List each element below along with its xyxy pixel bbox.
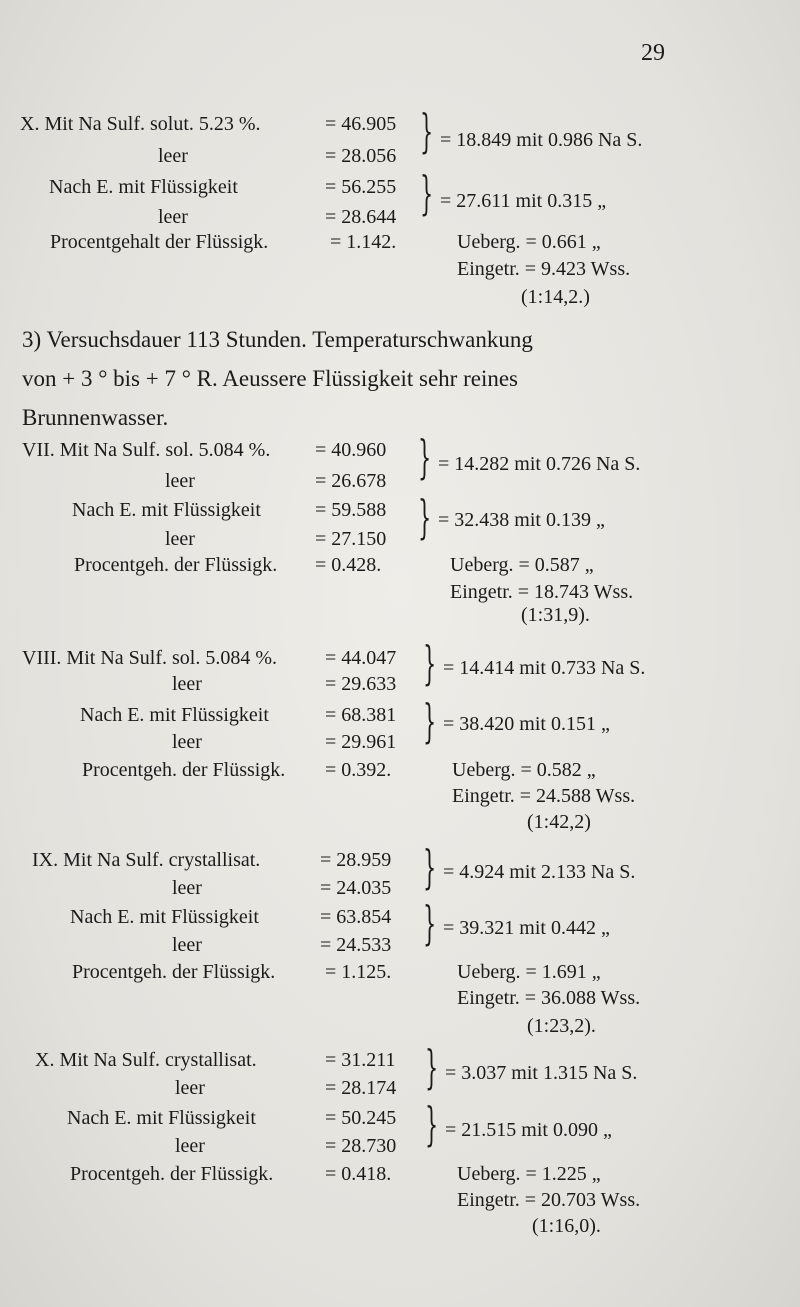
eingetr: Eingetr. = 36.088 Wss. <box>457 987 641 1009</box>
right-brace: } <box>418 430 432 484</box>
ueberg: Ueberg. = 1.691 „ <box>457 961 601 983</box>
right-brace: } <box>425 1040 439 1094</box>
experiment-label: VIII. Mit Na Sulf. sol. 5.084 %. <box>22 647 277 669</box>
procent-label: Procentgeh. der Flüssigk. <box>72 961 276 983</box>
value: = 29.633 <box>325 673 397 695</box>
difference: = 4.924 mit 2.133 Na S. <box>443 861 636 883</box>
value: = 31.211 <box>325 1049 396 1071</box>
nach-label: Nach E. mit Flüssigkeit <box>72 499 261 521</box>
difference: = 27.611 mit 0.315 „ <box>440 190 607 212</box>
leer-label: leer <box>165 470 195 492</box>
procent-label: Procentgeh. der Flüssigk. <box>82 759 286 781</box>
difference: = 14.414 mit 0.733 Na S. <box>443 657 646 679</box>
heading-line: von + 3 ° bis + 7 ° R. Aeussere Flüssigkeit sehr reines <box>22 366 518 391</box>
right-brace: } <box>423 636 437 690</box>
experiment-label: X. Mit Na Sulf. solut. 5.23 %. <box>20 113 261 135</box>
nach-label: Nach E. mit Flüssigkeit <box>80 704 269 726</box>
value: = 63.854 <box>320 906 392 928</box>
ratio: (1:31,9). <box>521 604 590 626</box>
ratio: (1:23,2). <box>527 1015 596 1037</box>
right-brace: } <box>423 896 437 950</box>
leer-label: leer <box>158 206 188 228</box>
heading-line: Brunnenwasser. <box>22 405 169 430</box>
leer-label: leer <box>172 673 202 695</box>
value: = 68.381 <box>325 704 397 726</box>
right-brace: } <box>420 104 434 158</box>
difference: = 32.438 mit 0.139 „ <box>438 509 605 531</box>
experiment-label: IX. Mit Na Sulf. crystallisat. <box>32 849 261 871</box>
experiment-label: VII. Mit Na Sulf. sol. 5.084 %. <box>22 439 271 461</box>
leer-label: leer <box>172 877 202 899</box>
ueberg: Ueberg. = 0.582 „ <box>452 759 596 781</box>
heading-line: 3) Versuchsdauer 113 Stunden. Temperaturschwankung <box>22 327 533 352</box>
value: = 56.255 <box>325 176 397 198</box>
eingetr: Eingetr. = 18.743 Wss. <box>450 581 634 603</box>
difference: = 14.282 mit 0.726 Na S. <box>438 453 641 475</box>
difference: = 18.849 mit 0.986 Na S. <box>440 129 643 151</box>
eingetr: Eingetr. = 24.588 Wss. <box>452 785 636 807</box>
ratio: (1:14,2.) <box>521 286 590 308</box>
leer-label: leer <box>172 934 202 956</box>
procent-label: Procentgeh. der Flüssigk. <box>70 1163 274 1185</box>
value: = 28.644 <box>325 206 397 228</box>
value: = 44.047 <box>325 647 397 669</box>
ueberg: Ueberg. = 1.225 „ <box>457 1163 601 1185</box>
value: = 28.174 <box>325 1077 397 1099</box>
right-brace: } <box>420 166 434 220</box>
difference: = 39.321 mit 0.442 „ <box>443 917 610 939</box>
procent-label: Procentgeh. der Flüssigk. <box>74 554 278 576</box>
nach-label: Nach E. mit Flüssigkeit <box>70 906 259 928</box>
value: = 26.678 <box>315 470 387 492</box>
right-brace: } <box>423 840 437 894</box>
procent-value: = 0.392. <box>325 759 392 781</box>
leer-label: leer <box>165 528 195 550</box>
section-heading <box>22 320 682 437</box>
experiment-label: X. Mit Na Sulf. crystallisat. <box>35 1049 257 1071</box>
value: = 50.245 <box>325 1107 397 1129</box>
value: = 28.730 <box>325 1135 397 1157</box>
value: = 40.960 <box>315 439 387 461</box>
procent-value: = 1.125. <box>325 961 392 983</box>
leer-label: leer <box>175 1077 205 1099</box>
procent-value: = 0.418. <box>325 1163 392 1185</box>
eingetr: Eingetr. = 20.703 Wss. <box>457 1189 641 1211</box>
difference: = 21.515 mit 0.090 „ <box>445 1119 612 1141</box>
right-brace: } <box>418 490 432 544</box>
value: = 27.150 <box>315 528 387 550</box>
ratio: (1:16,0). <box>532 1215 601 1237</box>
leer-label: leer <box>175 1135 205 1157</box>
right-brace: } <box>423 694 437 748</box>
value: = 24.035 <box>320 877 392 899</box>
value: = 24.533 <box>320 934 392 956</box>
ratio: (1:42,2) <box>527 811 591 833</box>
nach-label: Nach E. mit Flüssigkeit <box>49 176 238 198</box>
value: = 29.961 <box>325 731 397 753</box>
eingetr: Eingetr. = 9.423 Wss. <box>457 258 631 280</box>
value: = 59.588 <box>315 499 387 521</box>
leer-label: leer <box>158 145 188 167</box>
value: = 46.905 <box>325 113 397 135</box>
right-brace: } <box>425 1097 439 1151</box>
difference: = 3.037 mit 1.315 Na S. <box>445 1062 638 1084</box>
nach-label: Nach E. mit Flüssigkeit <box>67 1107 256 1129</box>
value: = 28.056 <box>325 145 397 167</box>
procent-value: = 1.142. <box>330 231 397 253</box>
ueberg: Ueberg. = 0.587 „ <box>450 554 594 576</box>
leer-label: leer <box>172 731 202 753</box>
procent-value: = 0.428. <box>315 554 382 576</box>
procent-label: Procentgehalt der Flüssigk. <box>50 231 269 253</box>
page-number: 29 <box>641 40 665 66</box>
ueberg: Ueberg. = 0.661 „ <box>457 231 601 253</box>
value: = 28.959 <box>320 849 392 871</box>
difference: = 38.420 mit 0.151 „ <box>443 713 610 735</box>
